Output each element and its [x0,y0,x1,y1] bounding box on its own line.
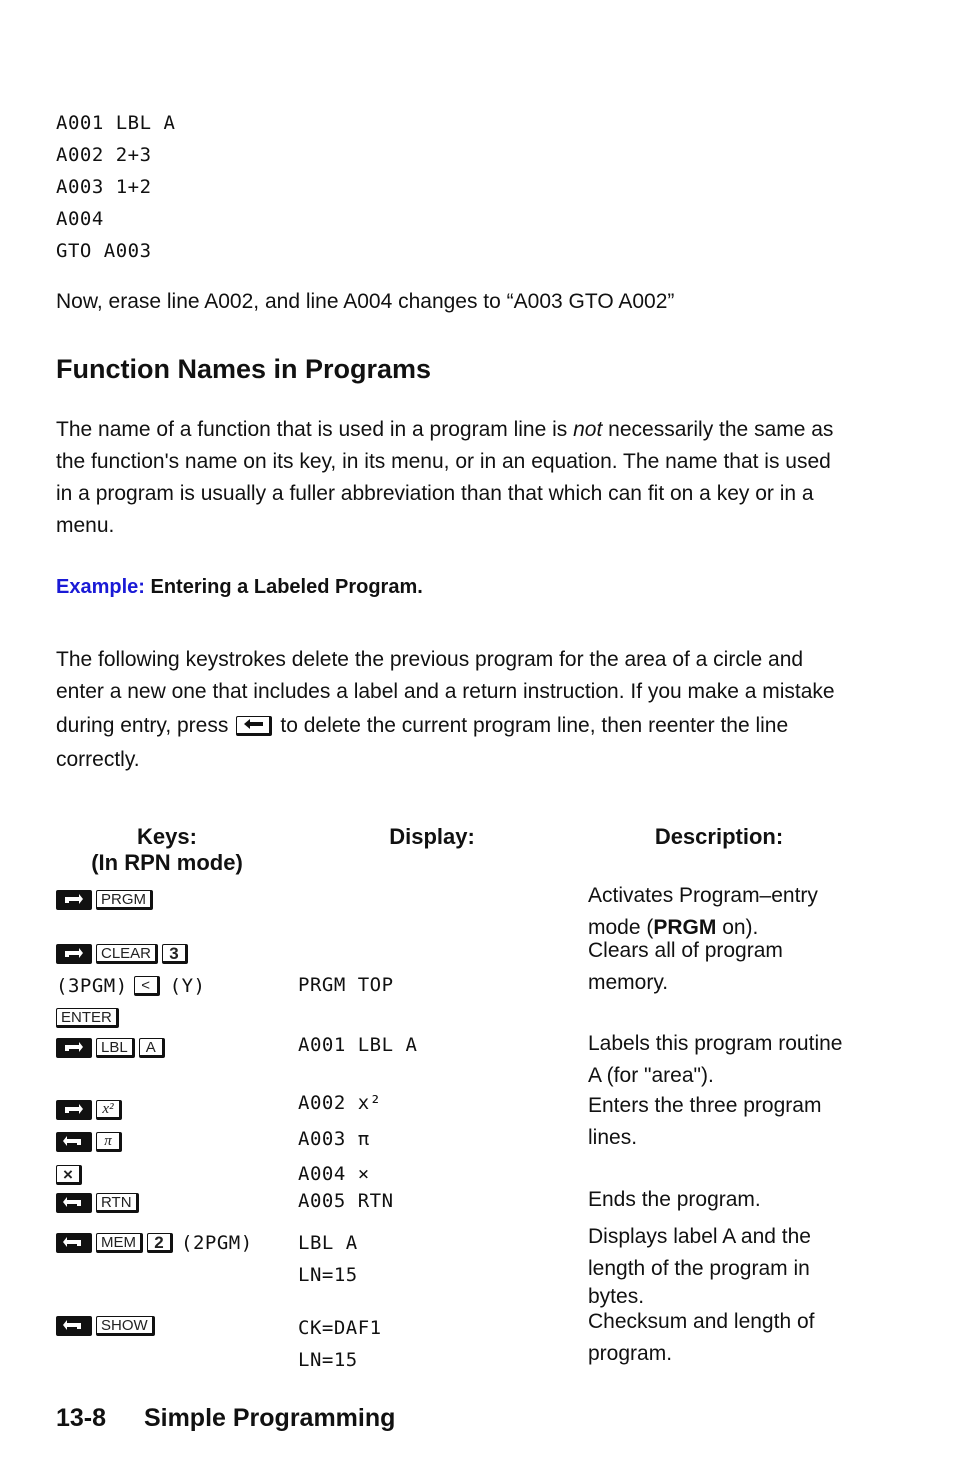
desc-prgm: Activates Program–entry mode (PRGM on). [588,884,818,939]
row-mem: MEM 2 (2PGM) [56,1231,253,1255]
left-shift-key-icon [56,1316,92,1336]
display-checksum: CK=DAF1 LN=15 [298,1317,382,1371]
intro-paragraph: The name of a function that is used in a program line is not necessarily the same as the function's name on its key, in its menu, or in an equation. The name that is used in a program is usually a fuller abbreviation than that which can fit on a key or in a menu. [56,418,834,537]
erase-note: Now, erase line A002, and line A004 changes to “A003 GTO A002” [56,290,675,313]
display-prgm-top: PRGM TOP [298,974,394,996]
right-shift-key-icon [56,944,92,964]
backspace-key-icon [236,716,272,736]
row-enter [56,1006,123,1030]
code-line-2: A002 2+3 [56,144,152,166]
keystroke-paragraph: The following keystrokes delete the previous program for the area of a circle and enter a new one that includes a label and a return instruction. If you make a mistake during entry, press to delete the current program line, then reenter the line correctly. [56,648,835,771]
clear-key: CLEAR [96,944,158,964]
desc-mem: Displays label A and the length of the program in bytes. [588,1225,811,1308]
row-pi [56,1130,126,1154]
example-heading [56,576,423,599]
multiply-key: × [56,1165,82,1185]
row-clear [56,942,192,966]
right-shift-key-icon [56,1038,92,1058]
desc-clear: Clears all of program memory. [588,939,783,994]
show-key: SHOW [96,1316,155,1336]
enter-key: ENTER [56,1008,119,1028]
header-keys: Keys: (In RPN mode) [91,824,243,875]
row-prgm [56,888,157,912]
display-a001: A001 LBL A [298,1034,418,1056]
row-show [56,1314,159,1338]
row-x2 [56,1098,126,1122]
row-multiply [56,1163,86,1187]
row-3pgm: (3PGM) < (Y) [56,975,206,997]
code-line-4: A004 [56,208,104,230]
code-line-5: GTO A003 [56,240,152,262]
row-rtn [56,1191,143,1215]
page-number: 13-8 [56,1404,107,1432]
header-description: Description: [654,824,784,849]
a-key: A [139,1038,165,1058]
prgm-key: PRGM [96,890,153,910]
desc-show: Checksum and length of program. [588,1310,815,1365]
display-a002: A002 x² [298,1092,382,1114]
row-lbl [56,1036,169,1060]
footer [56,1404,395,1433]
desc-lbl: Labels this program routine A (for "area"). [588,1032,843,1087]
header-display: Display: [389,824,475,849]
display-lbl-a: LBL A LN=15 [298,1232,358,1286]
left-arrow-key: < [134,976,160,996]
display-a004: A004 × [298,1163,370,1185]
chapter-title: Simple Programming [143,1404,396,1432]
section-title: Function Names in Programs [56,354,432,384]
x-squared-key: x² [96,1100,122,1120]
left-shift-key-icon [56,1132,92,1152]
right-shift-key-icon [56,1100,92,1120]
code-line-1: A001 LBL A [56,112,176,134]
left-shift-key-icon [56,1233,92,1253]
display-a005: A005 RTN [298,1190,394,1212]
desc-enter-lines: Enters the three program lines. [588,1094,822,1149]
example-label: Example: [56,576,145,598]
left-shift-key-icon [56,1193,92,1213]
display-a003: A003 π [298,1128,370,1150]
digit-2-key: 2 [147,1233,173,1253]
example-title: Entering a Labeled Program. [150,576,423,598]
pi-key: π [96,1132,122,1152]
mem-key: MEM [96,1233,143,1253]
digit-3-key: 3 [162,944,188,964]
code-line-3: A003 1+2 [56,176,152,198]
rtn-key: RTN [96,1193,139,1213]
right-shift-key-icon [56,890,92,910]
lbl-key: LBL [96,1038,135,1058]
desc-rtn: Ends the program. [588,1188,761,1211]
